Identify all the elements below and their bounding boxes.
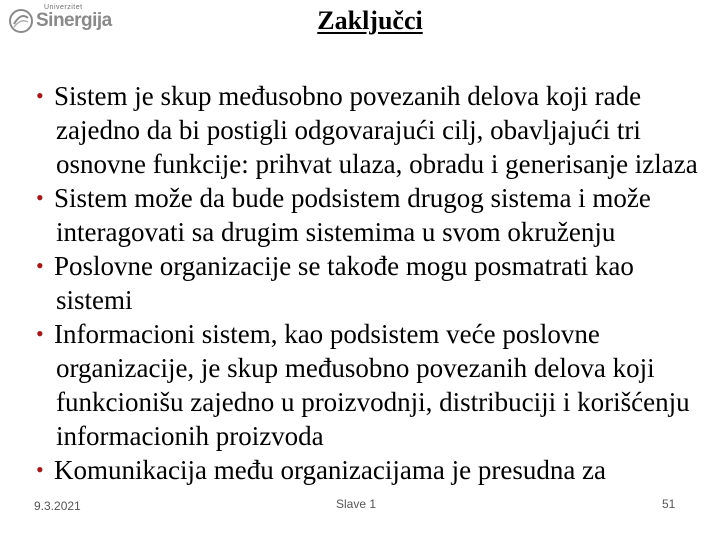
bullet-item — [0, 317, 720, 453]
bullet-item — [0, 181, 720, 249]
logo-top-text: Univerzitet — [44, 4, 83, 11]
bullet-icon: • — [36, 185, 44, 210]
bullet-text: Komunikacija među organizacijama je presudna za — [54, 455, 607, 485]
footer-slide-label: Slave 1 — [336, 497, 377, 511]
bullet-item — [0, 79, 720, 181]
bullet-list — [0, 79, 720, 487]
logo-name: Sinergija — [36, 10, 112, 31]
bullet-icon: • — [36, 457, 44, 482]
footer-page-number: 51 — [662, 497, 676, 511]
bullet-text: Poslovne organizacije se takođe mogu posmatrati kao sistemi — [54, 251, 634, 315]
bullet-icon: • — [36, 83, 44, 108]
bullet-text: Sistem može da bude podsistem drugog sistema i može interagovati sa drugim sistemima u svom okruženju — [54, 183, 651, 247]
footer-date: 9.3.2021 — [34, 499, 81, 513]
bullet-icon: • — [36, 253, 44, 278]
bullet-icon: • — [36, 321, 44, 346]
bullet-item — [0, 453, 720, 487]
bullet-item — [0, 249, 720, 317]
bullet-text: Sistem je skup međusobno povezanih delova koji rade zajedno da bi postigli odgovarajući cilj, obavljajući tri osnovne funkcije: prihvat ulaza, obradu i generisanje izlaza — [54, 81, 698, 179]
bullet-text: Informacioni sistem, kao podsistem veće poslovne organizacije, je skup međusobno povezanih delova koji funkcionišu zajedno u proizvodnji, distribuciji i korišćenju informacionih proizvoda — [54, 319, 690, 451]
page-title: Zaključci — [317, 6, 423, 35]
